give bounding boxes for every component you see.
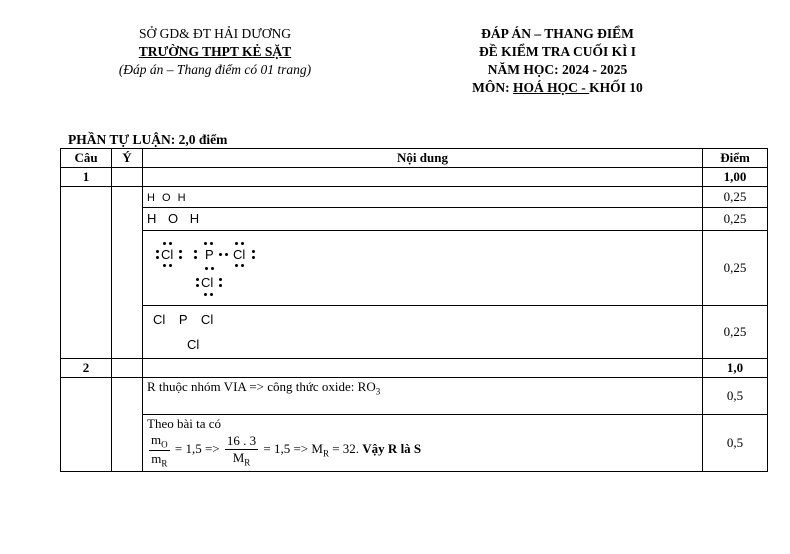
- header-left: [95, 25, 335, 79]
- table-row: [61, 208, 768, 231]
- subject-line: [445, 79, 670, 97]
- answer-note: (Đáp án – Thang điểm có 01 trang): [118, 62, 312, 77]
- school-name: TRƯỜNG THPT KẺ SẶT: [138, 44, 292, 59]
- q2-number: 2: [61, 359, 112, 378]
- q2-total: 1,0: [703, 359, 768, 378]
- q2-row2-score: 0,5: [703, 415, 768, 472]
- exam-title: ĐỀ KIỂM TRA CUỐI KÌ I: [479, 44, 636, 59]
- table-row: [61, 415, 768, 472]
- q2-row2-formula: $\frac{m_O}{m_R}$ = 1,5 => $\frac{16 . 3}{M_R}$ = $1,5 => M_R = 32$. Vậy R là S: [151, 432, 422, 469]
- q2-row1-score: 0,5: [703, 378, 768, 415]
- doc-title: ĐÁP ÁN – THANG ĐIỂM: [481, 26, 634, 41]
- q1-row4-line1: Cl P Cl: [153, 312, 214, 327]
- header-right: [445, 25, 670, 97]
- header-cau: Câu: [61, 149, 112, 168]
- q1-row4-line2: Cl: [187, 337, 200, 352]
- table-header-row: [61, 149, 768, 168]
- q1-row2-text: H O H: [147, 211, 204, 226]
- lewis-cl1: Cl: [161, 247, 174, 262]
- table-row: [61, 359, 768, 378]
- table-row: [61, 231, 768, 306]
- q1-row1-score: 0,25: [703, 187, 768, 208]
- q1-row2-score: 0,25: [703, 208, 768, 231]
- q1-total: 1,00: [703, 168, 768, 187]
- school-year: NĂM HỌC: 2024 - 2025: [487, 62, 628, 77]
- q1-row1-text: H O H: [147, 192, 188, 204]
- table-row: [61, 168, 768, 187]
- section-title: PHẦN TỰ LUẬN: 2,0 điểm: [68, 132, 228, 147]
- lewis-cl3: Cl: [201, 275, 214, 290]
- q1-number: 1: [61, 168, 112, 187]
- header-diem: Điểm: [703, 149, 768, 168]
- table-row: [61, 378, 768, 415]
- table-row: [61, 306, 768, 359]
- subject-name: HOÁ HỌC -: [513, 80, 590, 95]
- fraction-48-mr: $\frac{16 . 3}{M_R}$: [226, 432, 257, 468]
- table-row: [61, 187, 768, 208]
- header-y: Ý: [112, 149, 143, 168]
- q1-row3-score: 0,25: [703, 231, 768, 306]
- grade-level: KHỐI 10: [589, 80, 643, 95]
- q2-row2-intro: Theo bài ta có: [147, 416, 221, 431]
- q2-conclusion: Vậy R là S: [362, 441, 422, 457]
- department-name: SỞ GD& ĐT HẢI DƯƠNG: [139, 26, 291, 41]
- q2-row1-text: R thuộc nhóm VIA => công thức oxide: RO: [147, 379, 376, 394]
- fraction-mo-mr: $\frac{m_O}{m_R}$: [151, 432, 168, 469]
- q1-row4-score: 0,25: [703, 306, 768, 359]
- answer-table: [60, 148, 768, 472]
- q2-row1-sub: 3: [375, 386, 381, 397]
- lewis-structure-pcl3: [147, 237, 698, 299]
- lewis-p: P: [205, 247, 214, 262]
- subject-prefix: MÔN:: [472, 80, 514, 95]
- lewis-cl2: Cl: [233, 247, 246, 262]
- header-noi-dung: Nội dung: [143, 149, 703, 168]
